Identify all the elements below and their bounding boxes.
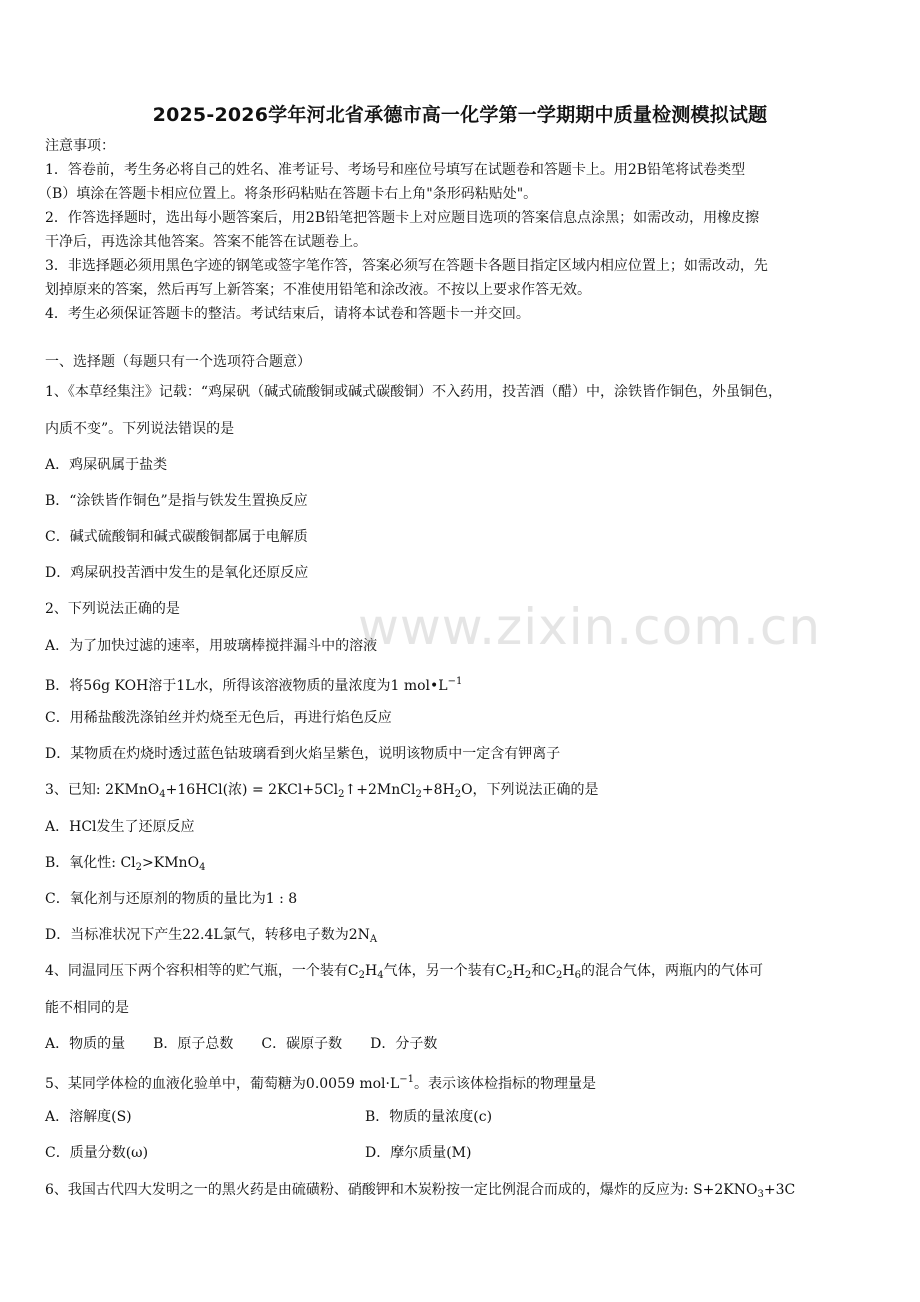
q3-option-d [45, 926, 880, 949]
q3-option-b-sub: 2 [135, 862, 143, 873]
q2-stem: 2、下列说法正确的是 [45, 601, 180, 617]
notice-line-1: 1．答卷前，考生务必将自己的姓名、准考证号、考场号和座位号填写在试题卷和答题卡上。用2B铅笔将试卷类型 [45, 162, 746, 178]
page-title: 2025-2026学年河北省承德市高一化学第一学期期中质量检测模拟试题 [152, 104, 768, 126]
q6-stem-part: 6、我国古代四大发明之一的黑火药是由硫磺粉、硝酸钾和木炭粉按一定比例混合而成的，爆炸的反应为: S+2KNO [45, 1182, 758, 1198]
q3-option-b [45, 854, 880, 877]
q5-option-b: B．物质的量浓度(c) [365, 1109, 493, 1125]
q6-stem-sub: 3 [757, 1189, 764, 1200]
section-heading: 一、选择题（每题只有一个选项符合题意） [45, 354, 311, 370]
q1-option-d: D．鸡屎矾投苦酒中发生的是氧化还原反应 [45, 565, 309, 581]
notice-line-6: 划掉原来的答案，然后再写上新答案；不准使用铅笔和涂改液。不按以上要求作答无效。 [45, 282, 591, 298]
q4-stem-sub: 4 [377, 970, 384, 981]
q5-stem-part: 5、某同学体检的血液化验单中，葡萄糖为0.0059 mol·L [45, 1076, 400, 1092]
notice-line-4: 干净后，再选涂其他答案。答案不能答在试题卷上。 [45, 234, 367, 250]
notice-heading: 注意事项： [45, 138, 115, 154]
q4-option-b: B．原子总数 [153, 1036, 234, 1052]
q4-stem-line-2: 能不相同的是 [45, 1000, 129, 1016]
q5-options-row-2 [45, 1144, 880, 1162]
q3-stem-sub: 2 [338, 789, 345, 800]
q4-stem-sub: 2 [358, 970, 365, 981]
q2-option-a: A．为了加快过滤的速率，用玻璃棒搅拌漏斗中的溶液 [45, 638, 378, 654]
notice-line-2: （B）填涂在答题卡相应位置上。将条形码粘贴在答题卡右上角"条形码粘贴处"。 [38, 186, 538, 202]
q3-stem-part: ↑+2MnCl [344, 782, 416, 798]
q2-option-d: D．某物质在灼烧时透过蓝色钴玻璃看到火焰呈紫色，说明该物质中一定含有钾离子 [45, 746, 561, 762]
q3-option-b-part: >KMnO [142, 855, 200, 871]
q3-stem-part: +8H [421, 782, 455, 798]
q5-options-row-1 [45, 1108, 880, 1126]
q4-stem-line-1 [45, 962, 880, 985]
q2-option-c: C．用稀盐酸洗涤铂丝并灼烧至无色后，再进行焰色反应 [45, 710, 392, 726]
q3-stem-sub: 2 [415, 789, 422, 800]
q4-stem-part: 4、同温同压下两个容积相等的贮气瓶，一个装有C [45, 963, 359, 979]
q4-stem-part: 和C [531, 963, 556, 979]
q3-option-b-part: B．氧化性: Cl [45, 855, 136, 871]
q5-stem-sup: −1 [399, 1074, 415, 1085]
notice-line-3: 2．作答选择题时，选出每小题答案后，用2B铅笔把答题卡上对应题目选项的答案信息点涂黑；如需改动，用橡皮擦 [45, 210, 760, 226]
q2-option-b-sup: −1 [447, 676, 463, 687]
notice-line-5: 3．非选择题必须用黑色字迹的钢笔或签字笔作答，答案必须写在答题卡各题目指定区域内相应位置上；如需改动，先 [45, 258, 768, 274]
q3-option-d-sub: A [369, 934, 378, 945]
q4-option-d: D．分子数 [370, 1036, 438, 1052]
q3-option-a: A．HCl发生了还原反应 [45, 819, 195, 835]
q4-stem-part: 的混合气体，两瓶内的气体可 [580, 963, 763, 979]
q3-stem-sub: 4 [159, 789, 166, 800]
q4-stem-sub: 2 [556, 970, 563, 981]
notice-line-7: 4．考生必须保证答题卡的整洁。考试结束后，请将本试卷和答题卡一并交回。 [45, 306, 530, 322]
q6-stem [45, 1181, 880, 1204]
watermark: www.zixin.com.cn [358, 598, 822, 656]
q1-option-a: A．鸡屎矾属于盐类 [45, 457, 168, 473]
q1-option-b: B．“涂铁皆作铜色”是指与铁发生置换反应 [45, 493, 308, 509]
q4-stem-part: H [365, 963, 378, 979]
q3-stem [45, 781, 880, 804]
q4-stem-sub: 2 [524, 970, 532, 981]
q1-stem-line-2: 内质不变”。下列说法错误的是 [45, 421, 235, 437]
q3-stem-part: 3、已知: 2KMnO [45, 782, 160, 798]
q3-option-c: C．氧化剂与还原剂的物质的量比为1 : 8 [45, 891, 298, 907]
q2-option-b [45, 673, 880, 695]
q3-stem-part: O，下列说法正确的是 [461, 782, 599, 798]
q4-stem-part: H [562, 963, 575, 979]
q6-stem-part: +3C [763, 1182, 796, 1198]
q5-stem-part: 。表示该体检指标的物理量是 [414, 1076, 597, 1092]
q4-stem-part: H [512, 963, 525, 979]
q5-stem [45, 1071, 880, 1093]
q1-option-c: C．碱式硫酸铜和碱式碳酸铜都属于电解质 [45, 529, 308, 545]
q4-options [45, 1035, 880, 1053]
q4-option-c: C．碳原子数 [261, 1036, 343, 1052]
q5-option-c: C．质量分数(ω) [45, 1145, 149, 1161]
q3-option-b-sub: 4 [199, 862, 206, 873]
q3-stem-sub: 2 [454, 789, 462, 800]
q3-option-d-text: D．当标准状况下产生22.4L氯气，转移电子数为2N [45, 927, 370, 943]
q2-option-b-text: B．将56g KOH溶于1L水，所得该溶液物质的量浓度为1 mol•L [45, 678, 448, 694]
q1-stem-line-1: 1、《本草经集注》记载：“鸡屎矾（碱式硫酸铜或碱式碳酸铜）不入药用，投苦酒（醋）中，涂铁皆作铜色，外虽铜色， [45, 384, 783, 400]
q4-stem-part: 气体，另一个装有C [383, 963, 507, 979]
q4-option-a: A．物质的量 [45, 1036, 126, 1052]
q3-stem-part: +16HCl(浓) = 2KCl+5Cl [165, 782, 339, 798]
q4-stem-sub: 6 [574, 970, 581, 981]
q5-option-a: A．溶解度(S) [45, 1109, 132, 1125]
q4-stem-sub: 2 [506, 970, 513, 981]
q5-option-d: D．摩尔质量(M) [365, 1145, 472, 1161]
